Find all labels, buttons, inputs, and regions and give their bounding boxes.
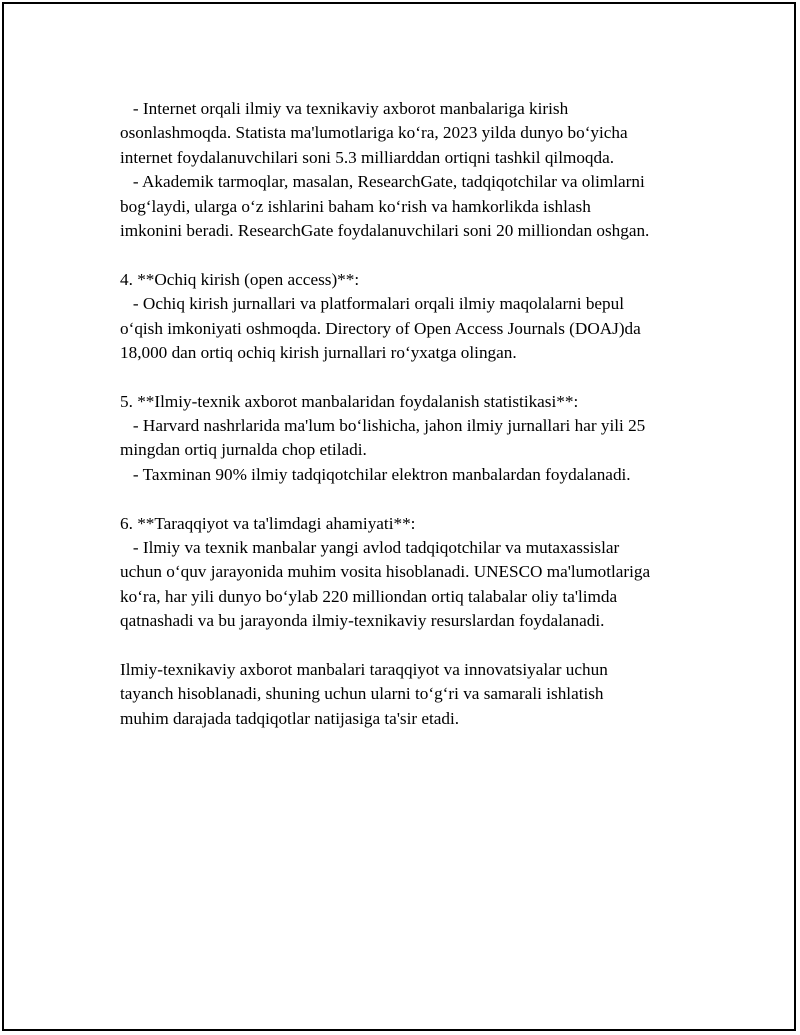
bullet-open-access	[120, 292, 700, 365]
text-line: imkonini beradi. ResearchGate foydalanuvchilari soni 20 milliondan oshgan.	[120, 220, 650, 240]
text-line: bogʻlaydi, ularga oʻz ishlarini baham koʻrish va hamkorlikda ishlash	[120, 196, 591, 216]
text-line: 18,000 dan ortiq ochiq kirish jurnallari roʻyxatga olingan.	[120, 342, 517, 362]
paragraph-spacer	[120, 487, 700, 511]
text-line: muhim darajada tadqiqotlar natijasiga ta'sir etadi.	[120, 708, 460, 728]
text-line: oʻqish imkoniyati oshmoqda. Directory of Open Access Journals (DOAJ)da	[120, 318, 641, 338]
paragraph-spacer	[120, 634, 700, 658]
section-4-heading	[120, 268, 700, 292]
text-line: koʻra, har yili dunyo boʻylab 220 milliondan ortiq talabalar oliy ta'limda	[120, 586, 618, 606]
paragraph-spacer	[120, 243, 700, 267]
bullet-internet	[120, 97, 700, 170]
text-line: 5. **Ilmiy-texnik axborot manbalaridan foydalanish statistikasi**:	[120, 391, 579, 411]
paragraph-spacer	[120, 365, 700, 389]
text-line: - Ochiq kirish jurnallari va platformalari orqali ilmiy maqolalarni bepul	[120, 294, 625, 314]
text-line: osonlashmoqda. Statista ma'lumotlariga koʻra, 2023 yilda dunyo boʻyicha	[120, 123, 628, 143]
text-line: - Internet orqali ilmiy va texnikaviy axborot manbalariga kirish	[120, 99, 569, 118]
text-line: Ilmiy-texnikaviy axborot manbalari taraqqiyot va innovatsiyalar uchun	[120, 659, 608, 679]
text-line: uchun oʻquv jarayonida muhim vosita hisoblanadi. UNESCO ma'lumotlariga	[120, 562, 651, 582]
text-line: mingdan ortiq jurnalda chop etiladi.	[120, 440, 367, 460]
text-line: 6. **Taraqqiyot va ta'limdagi ahamiyati**:	[120, 513, 416, 533]
page-frame	[2, 2, 796, 1031]
text-line: internet foydalanuvchilari soni 5.3 milliarddan ortiqni tashkil qilmoqda.	[120, 147, 615, 167]
text-line: 4. **Ochiq kirish (open access)**:	[120, 269, 360, 289]
text-line: - Akademik tarmoqlar, masalan, ResearchGate, tadqiqotchilar va olimlarni	[120, 172, 645, 192]
bullet-electronic-sources	[120, 463, 700, 487]
text-line: - Harvard nashrlarida ma'lum boʻlishicha, jahon ilmiy jurnallari har yili 25	[120, 416, 646, 436]
text-line: tayanch hisoblanadi, shuning uchun ularni toʻgʻri va samarali ishlatish	[120, 684, 604, 704]
conclusion-paragraph	[120, 658, 700, 731]
section-6-heading	[120, 512, 700, 536]
text-line: - Taxminan 90% ilmiy tadqiqotchilar elektron manbalardan foydalanadi.	[120, 464, 631, 484]
bullet-unesco	[120, 536, 700, 634]
bullet-harvard	[120, 414, 700, 463]
section-5-heading	[120, 390, 700, 414]
bullet-academic-networks	[120, 170, 700, 243]
text-line: - Ilmiy va texnik manbalar yangi avlod tadqiqotchilar va mutaxassislar	[120, 538, 620, 558]
document-body	[120, 97, 700, 731]
text-line: qatnashadi va bu jarayonda ilmiy-texnikaviy resurslardan foydalanadi.	[120, 611, 605, 631]
